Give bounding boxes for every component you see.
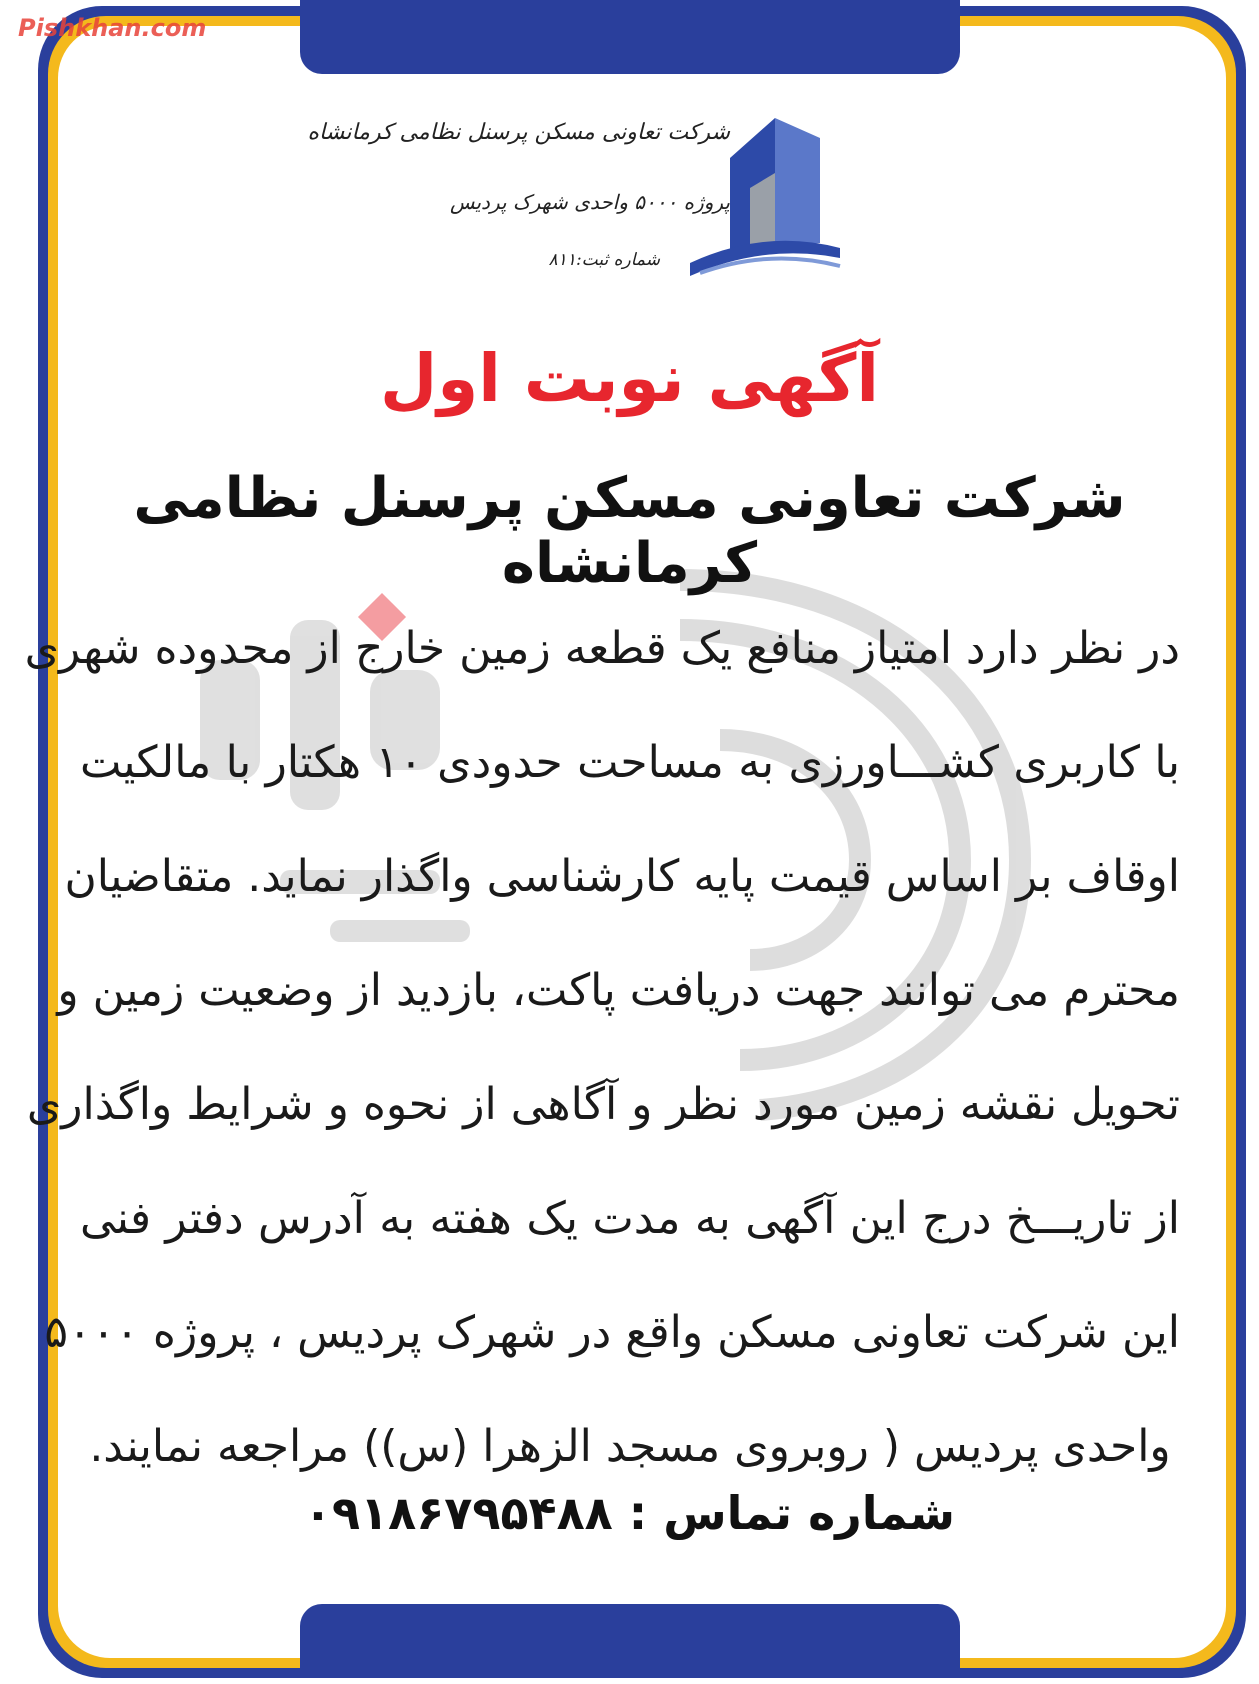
logo-registration-number: شماره ثبت:۸۱۱ (548, 250, 660, 270)
body-line: با کاربری کشـــاورزی به مساحت حدودی ۱۰ هکتار با مالکیت (80, 737, 1180, 788)
body-line: این شرکت تعاونی مسکن واقع در شهرک پردیس ، پروژه ۵۰۰۰ (44, 1307, 1180, 1358)
body-line: محترم می توانند جهت دریافت پاکت، بازدید از وضعیت زمین و (57, 965, 1180, 1016)
body-line: تحویل نقشه زمین مورد نظر و آگاهی از نحوه و شرایط واگذاری (26, 1079, 1180, 1130)
site-watermark: Pishkhan.com (18, 14, 207, 42)
contact-phone: شماره تماس : ۰۹۱۸۶۷۹۵۴۸۸ (303, 1486, 956, 1540)
logo-project-name: پروژه ۵۰۰۰ واحدی شهرک پردیس (449, 190, 730, 214)
body-line: در نظر دارد امتیاز منافع یک قطعه زمین خارج از محدوده شهری (24, 623, 1180, 674)
company-logo-block (307, 98, 840, 288)
body-line: واحدی پردیس ( روبروی مسجد الزهرا (س)) مراجعه نمایند. (89, 1421, 1171, 1472)
body-line: اوقاف بر اساس قیمت پایه کارشناسی واگذار نماید. متقاضیان (64, 851, 1180, 902)
notice-body (24, 592, 1180, 1504)
notice-title: آگهی نوبت اول (379, 340, 880, 417)
body-line: از تاریـــخ درج این آگهی به مدت یک هفته به آدرس دفتر فنی (80, 1193, 1180, 1244)
company-heading: شرکت تعاونی مسکن پرسنل نظامی کرمانشاه (133, 466, 1126, 596)
logo-company-name: شرکت تعاونی مسکن پرسنل نظامی کرمانشاه (307, 120, 730, 145)
